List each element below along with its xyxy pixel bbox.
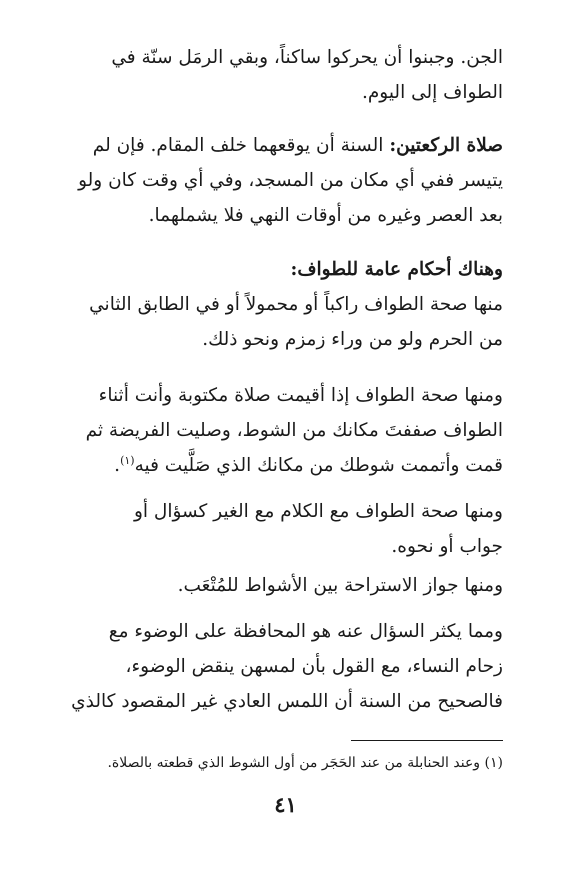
paragraph-ramal: [28, 40, 503, 110]
text-line: جواب أو نحوه.: [391, 536, 503, 557]
paragraph-text: [28, 252, 503, 357]
text-line: فالصحيح من السنة أن اللمس العادي غير المقصود كالذي: [71, 691, 503, 712]
footnote-reference[interactable]: (١): [120, 453, 135, 467]
text-line: زحام النساء، مع القول بأن لمسهن ينقض الوضوء،: [125, 656, 503, 677]
paragraph-two-rakaat: [28, 128, 503, 233]
section-heading: صلاة الركعتين:: [389, 135, 503, 156]
text-line: ومنها جواز الاستراحة بين الأشواط للمُتْعَب.: [177, 575, 503, 596]
footnote: [40, 752, 503, 774]
text-line: الطواف صففتَ مكانك من الشوط، وصليت الفريضة ثم: [85, 420, 503, 441]
paragraph-wudu: [28, 614, 503, 719]
text-line: ومنها صحة الطواف إذا أقيمت صلاة مكتوبة وأنت أثناء: [98, 385, 503, 406]
paragraph-rest: [28, 568, 503, 603]
paragraph-text: [28, 40, 503, 110]
section-heading: وهناك أحكام عامة للطواف:: [290, 259, 503, 280]
page-number: ٤١: [274, 792, 297, 817]
paragraph-text: [28, 128, 503, 233]
paragraph-text: ومنها صحة الطواف إذا أقيمت صلاة مكتوبة وأنت أثناء الطواف صففتَ مكانك من الشوط، وصليت الفريضة ثم قمت وأتممت شوطك من مكانك الذي صَلَّيت فيه$^{(١)}$.: [85, 385, 503, 476]
text-line: الجن. وجبنوا أن يحركوا ساكناً، وبقي الرمَل سنّة في: [111, 47, 503, 68]
footnote-text: وعند الحنابلة من عند الحَجَر من أول الشوط الذي قطعته بالصلاة.: [107, 755, 481, 771]
footnote-marker: (١): [484, 755, 503, 771]
paragraph-talking: [28, 494, 503, 564]
footnote-separator: [351, 740, 503, 741]
text-line: بعد العصر وغيره من أوقات النهي فلا يشملهما.: [148, 205, 503, 226]
text-line: قمت وأتممت شوطك من مكانك الذي صَلَّيت فيه: [134, 455, 503, 476]
text-line: السنة أن يوقعهما خلف المقام. فإن لم: [92, 135, 390, 156]
text-line: الطواف إلى اليوم.: [361, 82, 503, 103]
text-line: ومنها صحة الطواف مع الكلام مع الغير كسؤال أو: [133, 501, 503, 522]
paragraph-text: [28, 568, 503, 603]
paragraph-prayer-during-tawaf: [28, 378, 503, 483]
text-line: منها صحة الطواف راكباً أو محمولاً أو في الطابق الثاني: [89, 294, 503, 315]
text-line: يتيسر ففي أي مكان من المسجد، وفي أي وقت كان ولو: [78, 170, 503, 191]
paragraph-text: [28, 494, 503, 564]
text-line: من الحرم ولو من وراء زمزم ونحو ذلك.: [202, 329, 503, 350]
text-line: ومما يكثر السؤال عنه هو المحافظة على الوضوء مع: [108, 621, 503, 642]
paragraph-general-rulings: [28, 252, 503, 357]
paragraph-text: [28, 614, 503, 719]
